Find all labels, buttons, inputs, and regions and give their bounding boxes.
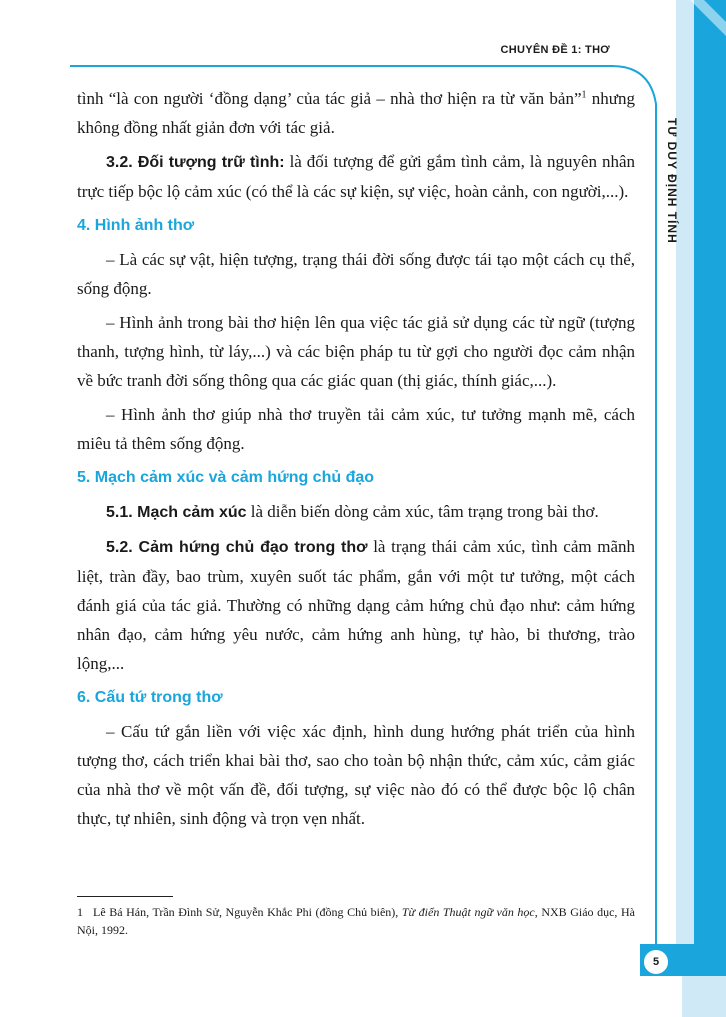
heading-5: 5. Mạch cảm xúc và cảm hứng chủ đạo (77, 469, 375, 486)
footnote-ref: 1 (581, 89, 587, 101)
paragraph-3-2-text: là đối tượng để gửi gắm tình cảm, là nguyên nhân trực tiếp bộc lộ cảm xúc (có thể là các sự kiện, sự việc, hoàn cảnh, con người,...). (77, 152, 635, 201)
side-band-solid (694, 0, 726, 960)
paragraph-5-1 (77, 497, 635, 527)
chapter-header: CHUYÊN ĐỀ 1: THƠ (500, 44, 610, 56)
term-5-2: 5.2. Cảm hứng chủ đạo trong thơ (106, 539, 368, 556)
side-label: TƯ DUY ĐỊNH TÍNH (665, 118, 679, 244)
paragraph-4-c: – Hình ảnh thơ giúp nhà thơ truyền tải cảm xúc, tư tưởng mạnh mẽ, cách miêu tả thêm sống động. (77, 405, 635, 453)
paragraph-6: – Cấu tứ gắn liền với việc xác định, hình dung hướng phát triển của hình tượng thơ, cách triển khai bài thơ, sao cho toàn bộ nhận thức, cảm xúc, cảm giác của nhà thơ về một vấn đề, đối tượng, sự việc nào đó có thể được bộc lộ chân thực, tự nhiên, sinh động và trọn vẹn nhất. (77, 722, 635, 828)
paragraph-4-b: – Hình ảnh trong bài thơ hiện lên qua việc tác giả sử dụng các từ ngữ (tượng thanh, tượng hình, từ láy,...) và các biện pháp tu từ gợi cho người đọc cảm nhận về bức tranh đời sống thông qua các giác quan (thị giác, thính giác,...). (77, 313, 635, 390)
paragraph-5-1-text: là diễn biến dòng cảm xúc, tâm trạng trong bài thơ. (246, 502, 599, 521)
paragraph-1 (77, 84, 635, 142)
term-5-1: 5.1. Mạch cảm xúc (106, 504, 247, 521)
heading-4: 4. Hình ảnh thơ (77, 217, 195, 234)
heading-6: 6. Cấu tứ trong thơ (77, 689, 223, 706)
page-number: 5 (642, 948, 670, 976)
footnote-divider (77, 896, 173, 897)
paragraph-4-a: – Là các sự vật, hiện tượng, trạng thái đời sống được tái tạo một cách cụ thể, sống động. (77, 250, 635, 298)
main-content (77, 84, 635, 838)
paragraph-5-2-text: là trạng thái cảm xúc, tình cảm mãnh liệt, tràn đầy, bao trùm, xuyên suốt tác phẩm, gắn với một tư tưởng, một cách đánh giá của tác giả. Thường có những dạng cảm hứng chủ đạo như: cảm hứng nhân đạo, cảm hứng yêu nước, cảm hứng anh hùng, tự hào, bi thương, trào lộng,... (77, 537, 636, 673)
paragraph-3-2 (77, 147, 635, 206)
footnote-authors: Lê Bá Hán, Trần Đình Sử, Nguyễn Khắc Phi (đồng Chủ biên), (93, 905, 402, 919)
footnote-number: 1 (77, 905, 83, 919)
paragraph-1-cont: nhưng không đồng nhất giản đơn với tác giả. (77, 89, 635, 137)
paragraph-5-2 (77, 532, 635, 678)
footnote (77, 903, 635, 939)
paragraph-1-text: tình “là con người ‘đồng dạng’ của tác giả – nhà thơ hiện ra từ văn bản” (77, 89, 582, 108)
footnote-book: Từ điển Thuật ngữ văn học (401, 905, 535, 919)
term-3-2: 3.2. Đối tượng trữ tình: (106, 154, 285, 171)
footnote-publisher: , NXB Giáo dục, Hà Nội, 1992. (77, 905, 635, 937)
